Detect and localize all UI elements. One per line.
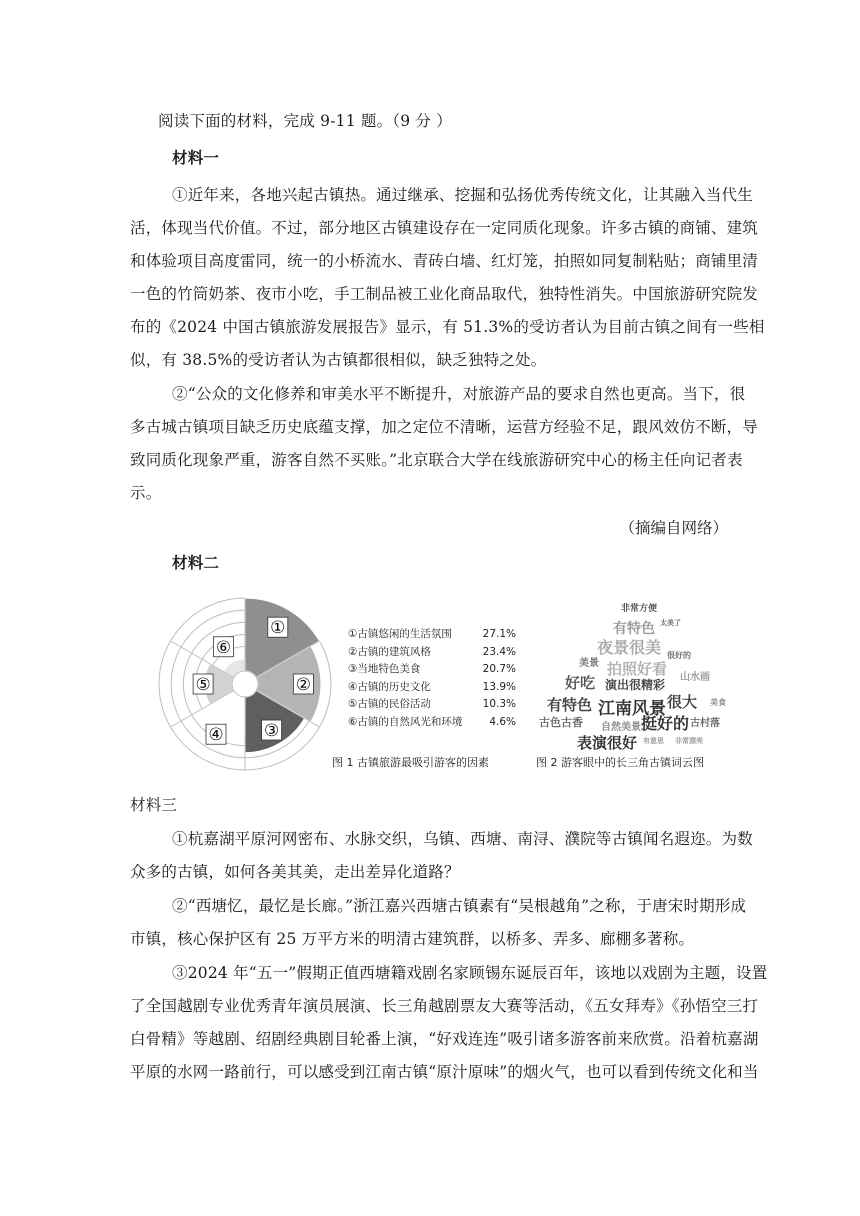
- slice-label: ③: [263, 721, 280, 742]
- m1-para1-line: ①近年来，各地兴起古镇热。通过继承、挖掘和弘扬优秀传统文化，让其融入当代生: [172, 186, 753, 204]
- chart-center: [232, 671, 258, 697]
- slice-label: ⑤: [195, 675, 211, 695]
- legend-item: [348, 661, 528, 679]
- legend-value: 20.7%: [482, 663, 516, 675]
- m3-para2-line: ②“西塘忆，最忆是长廊。”浙江嘉兴西塘古镇素有“吴根越角”之称，于唐宋时期形成: [172, 897, 747, 915]
- slice-label: ①: [270, 618, 286, 639]
- m1-para1-line: 一色的竹筒奶茶、夜市小吃，手工制品被工业化商品取代，独特性消失。中国旅游研究院发: [130, 285, 759, 303]
- legend-value: 13.9%: [482, 680, 516, 693]
- legend-value: 23.4%: [482, 645, 516, 658]
- word-cloud-term: 太美了: [660, 619, 681, 627]
- m1-para2-line: 多古城古镇项目缺乏历史底蕴支撑，加之定位不清晰，运营方经验不足，跟风效仿不断，导: [130, 418, 759, 436]
- word-cloud-term: 古村落: [690, 718, 720, 729]
- word-cloud-term: 有意思: [643, 737, 664, 745]
- word-cloud-term: 拍照好看: [607, 660, 668, 678]
- legend-value: 27.1%: [482, 628, 516, 640]
- legend-item: [348, 714, 528, 732]
- word-cloud-term: 表演很好: [577, 734, 638, 752]
- word-cloud-term: 古色古香: [539, 716, 583, 729]
- material-3-heading: 材料三: [130, 796, 178, 814]
- m3-para3-line: 了全国越剧专业优秀青年演员展演、长三角越剧票友大赛等活动，《五女拜寿》《孙悟空三打: [130, 997, 759, 1015]
- legend-label: ⑥古镇的自然风光和环境: [348, 715, 463, 728]
- figure-1-caption: 图 1 古镇旅游最吸引游客的因素: [332, 756, 489, 769]
- m3-para3-line: 白骨精》等越剧、绍剧经典剧目轮番上演，“好戏连连”吸引诸多游客前来欣赏。沿着杭嘉湖: [130, 1030, 759, 1048]
- m1-para2-line: 致同质化现象严重，游客自然不买账。”北京联合大学在线旅游研究中心的杨主任向记者表: [130, 451, 743, 469]
- legend-item: [348, 679, 528, 697]
- material-1-heading: 材料一: [172, 148, 220, 167]
- legend-value: 10.3%: [482, 698, 516, 710]
- legend-item: [348, 696, 528, 714]
- m3-para1-line: 众多的古镇，如何各美其美，走出差异化道路？: [130, 863, 460, 881]
- word-cloud-term: 挺好的: [641, 714, 690, 733]
- word-cloud-term: 自然美景: [601, 722, 641, 733]
- material-2-heading: 材料二: [172, 553, 220, 572]
- material-2-figures: [150, 596, 740, 776]
- word-cloud-term: 演出很精彩: [605, 678, 666, 692]
- word-cloud-term: 好吃: [565, 674, 596, 692]
- m1-para1-line: 和体验项目高度雷同，统一的小桥流水、青砖白墙、红灯笼，拍照如同复制粘贴；商铺里清: [130, 252, 759, 270]
- word-cloud-figure-2: [535, 596, 740, 754]
- source-note: （摘编自网络）: [619, 519, 728, 537]
- m3-para3-line: 平原的水网一路前行，可以感受到江南古镇“原汁原味”的烟火气，也可以看到传统文化和当: [130, 1063, 759, 1081]
- m1-para2-line: 示。: [130, 484, 162, 502]
- m1-para1-line: 似，有 38.5%的受访者认为古镇都很相似，缺乏独特之处。: [130, 351, 547, 369]
- word-cloud-term: 很大: [667, 693, 698, 711]
- word-cloud-term: 有特色: [613, 621, 655, 637]
- word-cloud-term: 非常漂亮: [675, 737, 703, 745]
- m3-para3-line: ③2024 年“五一”假期正值西塘籍戏剧名家顾锡东诞辰百年，该地以戏剧为主题，设置: [172, 964, 768, 982]
- slice-label: ⑥: [215, 637, 232, 658]
- legend-label: ①古镇悠闲的生活氛围: [348, 628, 452, 640]
- slice-label: ④: [208, 725, 224, 746]
- intro-instruction: 阅读下面的材料，完成 9-11 题。（9 分 ）: [158, 112, 452, 130]
- word-cloud-term: 美景: [579, 658, 599, 669]
- legend-item: [348, 644, 528, 662]
- legend-item: [348, 626, 528, 644]
- word-cloud-term: 江南风景: [598, 699, 666, 719]
- radial-chart-figure-1: [150, 596, 340, 776]
- slice-label: ②: [295, 675, 312, 695]
- m1-para1-line: 活，体现当代价值。不过，部分地区古镇建设存在一定同质化现象。许多古镇的商铺、建筑: [130, 219, 759, 237]
- m1-para1-line: 布的《2024 中国古镇旅游发展报告》显示，有 51.3%的受访者认为目前古镇之间有一些相: [130, 318, 765, 336]
- legend-label: ③当地特色美食: [348, 663, 421, 675]
- m3-para1-line: ①杭嘉湖平原河网密布、水脉交织，乌镇、西塘、南浔、濮院等古镇闻名遐迩。为数: [172, 830, 753, 848]
- legend-value: 4.6%: [489, 715, 516, 728]
- word-cloud-term: 有特色: [547, 696, 593, 714]
- m3-para2-line: 市镇，核心保护区有 25 万平方米的明清古建筑群，以桥多、弄多、廊棚多著称。: [130, 930, 695, 948]
- legend-label: ②古镇的建筑风格: [348, 645, 431, 658]
- legend-label: ⑤古镇的民俗活动: [348, 698, 431, 710]
- legend-label: ④古镇的历史文化: [348, 680, 431, 693]
- figure-2-caption: 图 2 游客眼中的长三角古镇词云图: [536, 756, 704, 769]
- word-cloud-term: 非常方便: [621, 604, 658, 614]
- m1-para2-line: ②“公众的文化修养和审美水平不断提升，对旅游产品的要求自然也更高。当下，很: [172, 385, 746, 403]
- word-cloud-term: 美食: [710, 698, 726, 707]
- chart-legend: [348, 626, 528, 731]
- word-cloud-term: 山水画: [680, 672, 710, 683]
- word-cloud-term: 夜景很美: [597, 638, 662, 657]
- word-cloud-term: 很好的: [667, 651, 691, 660]
